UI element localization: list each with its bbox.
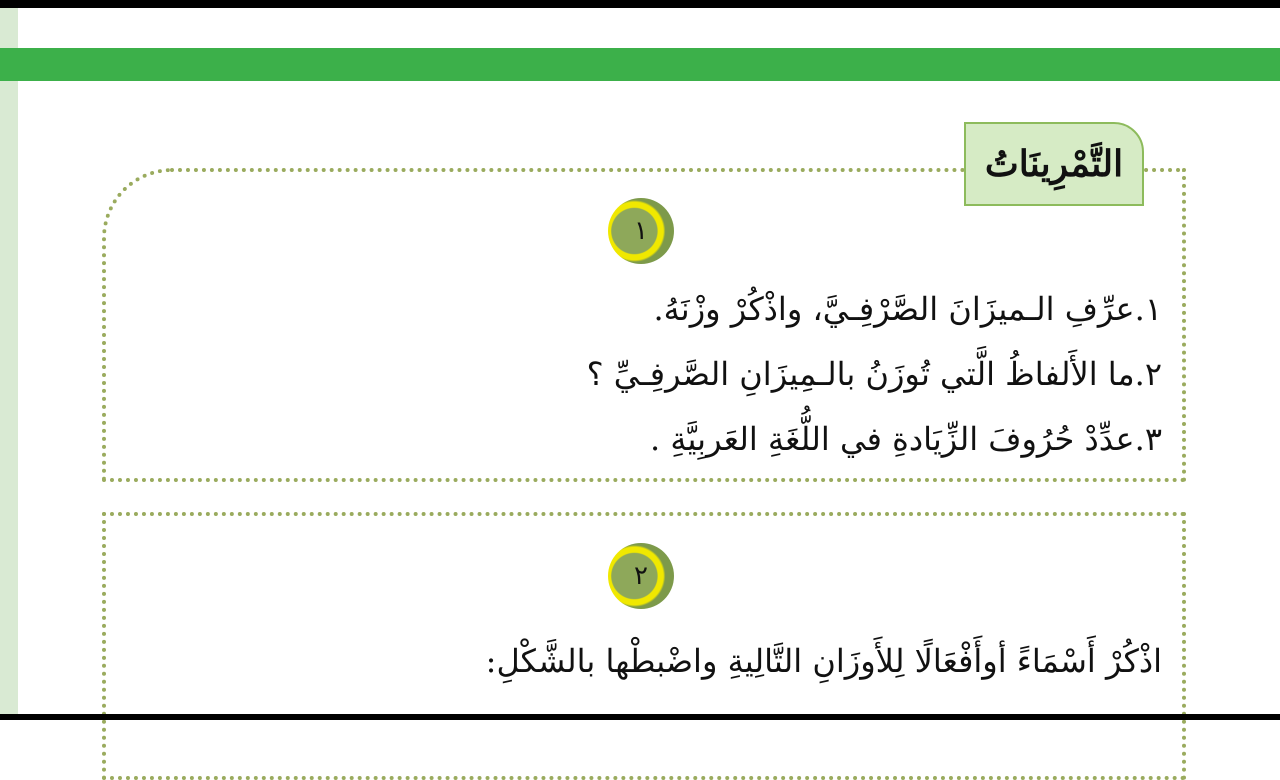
exercise-2-instruction: اذْكُرْ أَسْمَاءً أوأَفْعَالًا لِلأَوزَانِ التَّالِيةِ واضْبطْها بالشَّكْلِ:	[485, 642, 1162, 680]
left-margin-strip	[0, 8, 18, 714]
section-title: التَّمْرِينَاتُ	[964, 122, 1144, 206]
top-black-bar	[0, 0, 1280, 8]
exercise-2-number-badge: ٢	[608, 543, 674, 609]
exercise-1-number-badge: ١	[608, 198, 674, 264]
header-green-band	[0, 48, 1280, 81]
exercise-1-item: ٢.ما الأَلفاظُ الَّتي تُوزَنُ بالـمِيزَانِ الصَّرفِـيِّ ؟	[586, 355, 1162, 393]
exercise-1-item: ١.عرِّفِ الـميزَانَ الصَّرْفِـيَّ، واذْكُرْ وزْنَهُ.	[653, 290, 1162, 328]
exercise-1-item: ٣.عدِّدْ حُرُوفَ الزِّيَادةِ في اللُّغَةِ العَربِيَّةِ .	[650, 420, 1162, 458]
bottom-black-bar	[0, 714, 1280, 720]
